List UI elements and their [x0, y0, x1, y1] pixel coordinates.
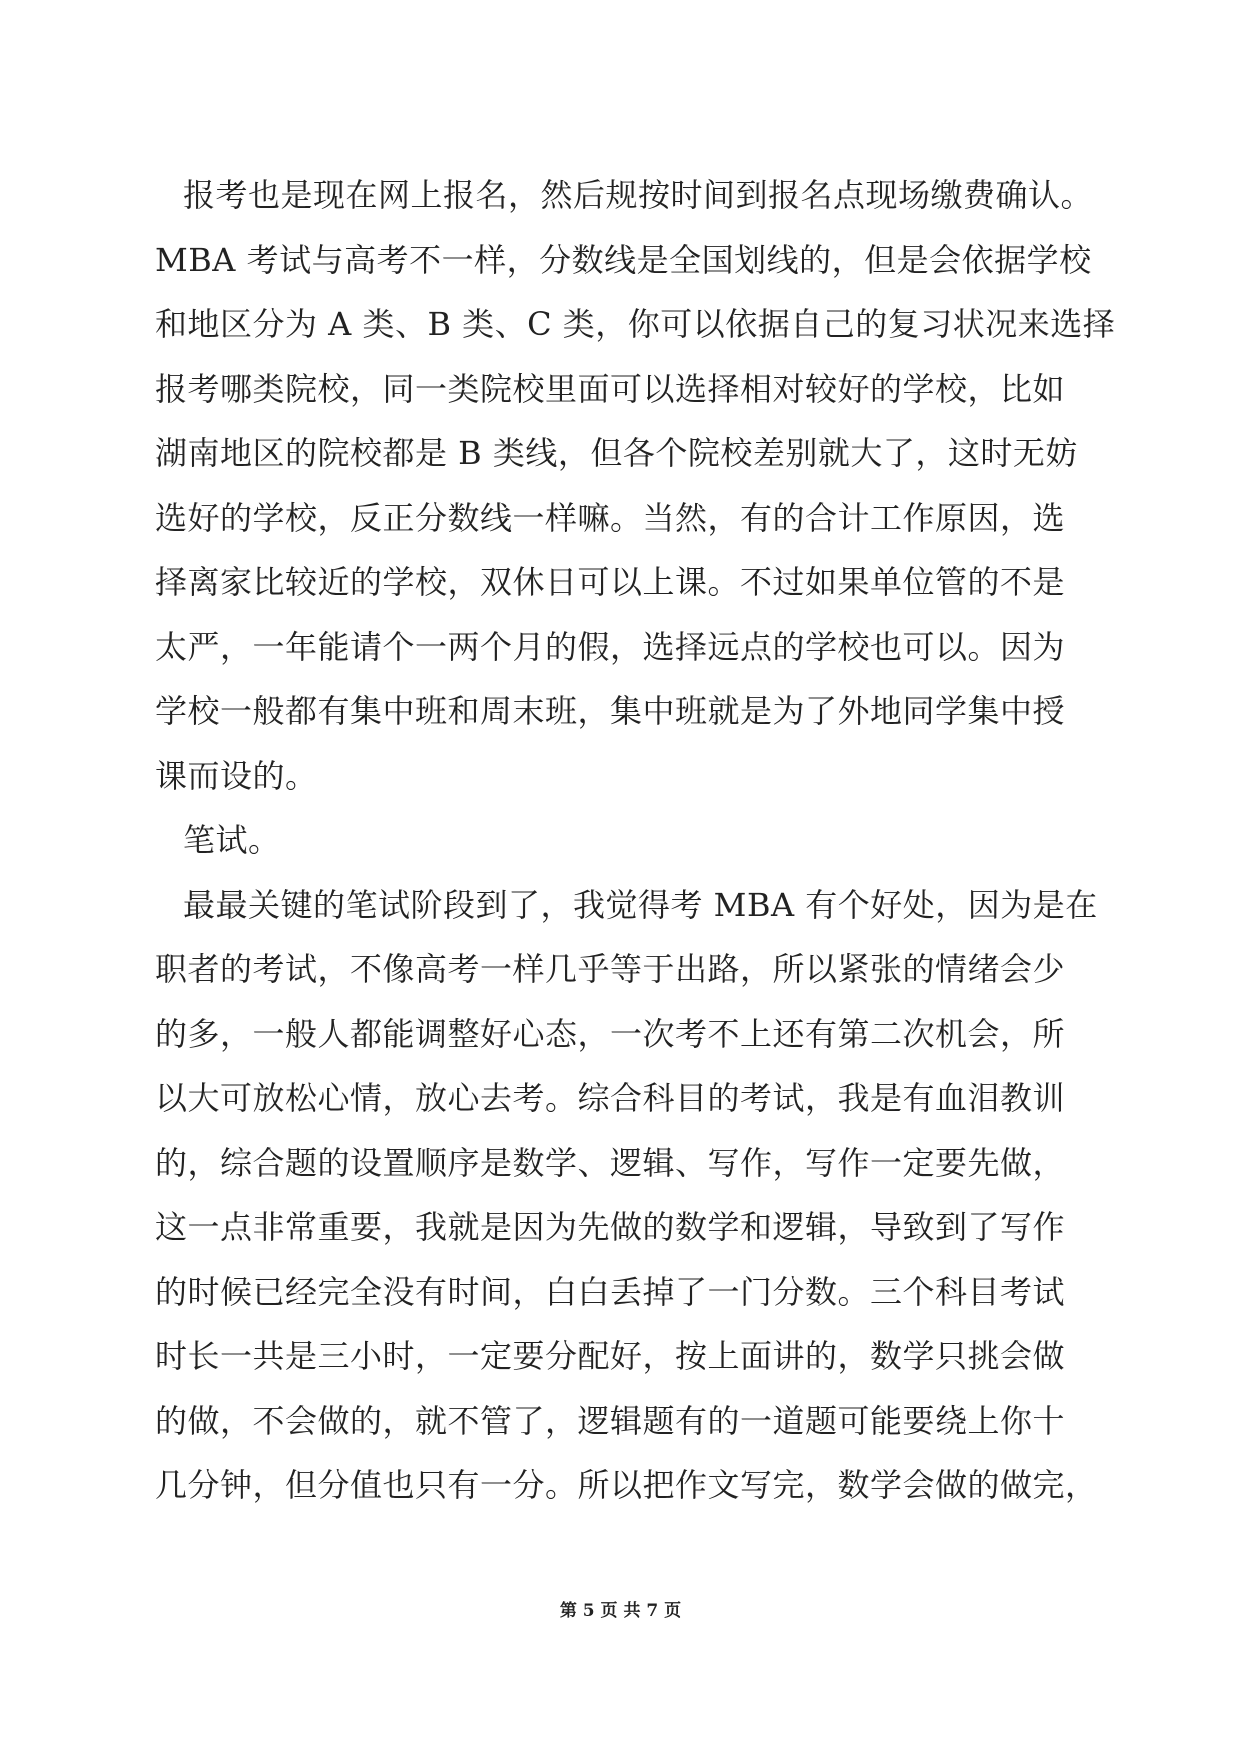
paragraph-line: 学校一般都有集中班和周末班，集中班就是为了外地同学集中授 — [155, 692, 1066, 730]
paragraph-line: 的做，不会做的，就不管了，逻辑题有的一道题可能要绕上你十 — [155, 1401, 1066, 1440]
paragraph-line: MBA 考试与高考不一样，分数线是全国划线的，但是会依据学校 — [155, 240, 1092, 279]
paragraph-line: 太严，一年能请个一两个月的假，选择远点的学校也可以。因为 — [155, 627, 1066, 666]
paragraph-line: 课而设的。 — [155, 756, 318, 795]
paragraph-line: 的，综合题的设置顺序是数学、逻辑、写作，写作一定要先做， — [155, 1143, 1066, 1182]
paragraph-line: 报考哪类院校，同一类院校里面可以选择相对较好的学校，比如 — [155, 369, 1066, 408]
paragraph-line: 的时候已经完全没有时间，白白丢掉了一门分数。三个科目考试 — [155, 1272, 1066, 1311]
paragraph-line: 最最关键的笔试阶段到了，我觉得考 MBA 有个好处，因为是在 — [183, 885, 1098, 924]
paragraph-line: 湖南地区的院校都是 B 类线，但各个院校差别就大了，这时无妨 — [155, 434, 1078, 472]
paragraph-line: 以大可放松心情，放心去考。综合科目的考试，我是有血泪教训 — [155, 1079, 1066, 1117]
paragraph-line: 和地区分为 A 类、B 类、C 类，你可以依据自己的复习状况来选择 — [155, 305, 1116, 343]
paragraph-line: 这一点非常重要，我就是因为先做的数学和逻辑，导致到了写作 — [155, 1208, 1066, 1246]
document-body — [155, 163, 1115, 1518]
section-heading: 笔试。 — [183, 821, 281, 859]
paragraph-line: 时长一共是三小时，一定要分配好，按上面讲的，数学只挑会做 — [155, 1337, 1066, 1375]
paragraph-line: 报考也是现在网上报名，然后规按时间到报名点现场缴费确认。 — [183, 176, 1094, 214]
paragraph-line: 职者的考试，不像高考一样几乎等于出路，所以紧张的情绪会少 — [155, 950, 1066, 988]
page-number-footer: 第 5 页 共 7 页 — [559, 1601, 682, 1621]
paragraph-line: 择离家比较近的学校，双休日可以上课。不过如果单位管的不是 — [155, 563, 1066, 601]
paragraph-line: 几分钟，但分值也只有一分。所以把作文写完，数学会做的做完， — [155, 1466, 1098, 1504]
paragraph-line: 的多，一般人都能调整好心态，一次考不上还有第二次机会，所 — [155, 1014, 1066, 1053]
paragraph-line: 选好的学校，反正分数线一样嘛。当然，有的合计工作原因，选 — [155, 498, 1066, 537]
